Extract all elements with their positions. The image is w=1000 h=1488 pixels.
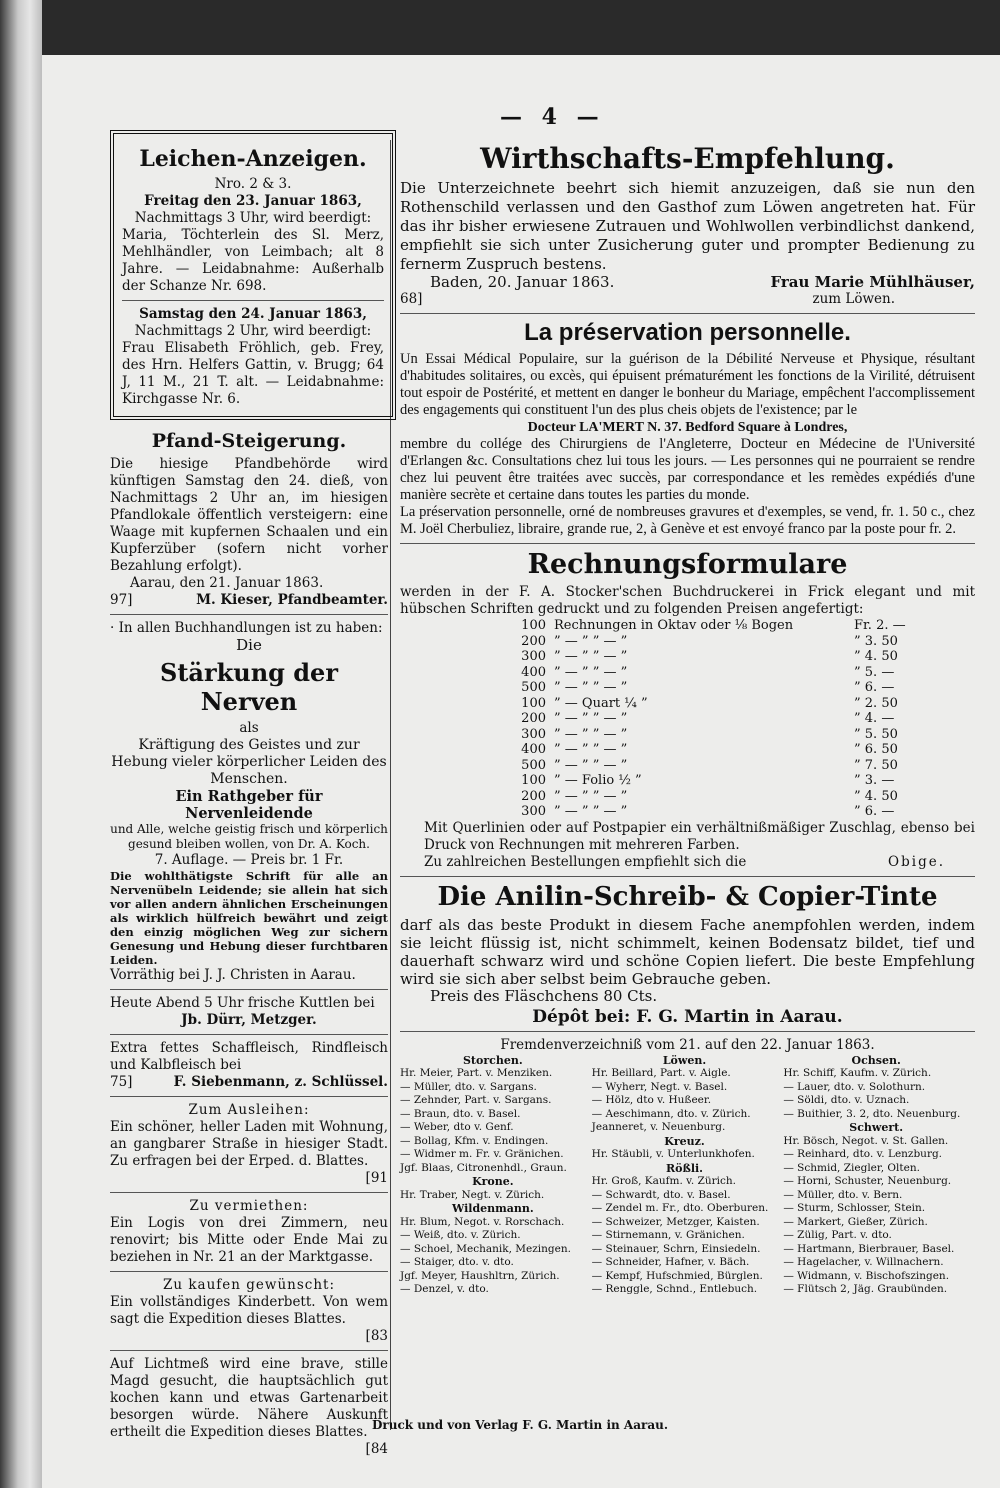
price-row — [490, 742, 975, 758]
hotel-name: Krone. — [472, 1175, 514, 1188]
guest-entry: — Buithier, 3. 2, dto. Neuenburg. — [783, 1107, 961, 1120]
guest-entry: — Söldi, dto. v. Uznach. — [783, 1094, 910, 1106]
price-amount: ” 4. 50 — [854, 649, 898, 664]
magd-ref: [84 — [365, 1441, 388, 1457]
funeral-time-1: Nachmittags 3 Uhr, wird beerdigt: — [134, 210, 372, 226]
fleisch-ref: 75] — [110, 1074, 133, 1090]
preservation-text: Un Essai Médical Populaire, sur la guérison de la Débilité Nerveuse et Physique, résultant d'habitudes solitaires, ou excès, qui épuisent prématurément les fonctions de la Virilité, détruisent tout espoir de Postérité, et mettent en danger le bonheur du Mariage, empêchent l'accomplissement des engagements qui constituent l'un des plus cheis objets de l'existence; par le — [400, 351, 975, 418]
guest-entry: — Hartmann, Bierbrauer, Basel. — [783, 1242, 955, 1255]
price-desc: ” — ” ” — ” — [554, 788, 628, 804]
price-amount: ” 6. 50 — [854, 742, 898, 757]
price-row — [490, 711, 975, 727]
guest-entry: — Stirnemann, v. Gränichen. — [591, 1229, 745, 1241]
guest-entry: — Schweizer, Metzger, Kaisten. — [591, 1215, 760, 1228]
price-amount: Fr. 2. — — [854, 618, 906, 633]
price-row — [490, 634, 975, 650]
divider — [110, 1271, 388, 1272]
guest-entry: Hr. Stäubli, v. Unterlunkhofen. — [591, 1148, 755, 1160]
ausleihen-title: Zum Ausleihen: — [188, 1102, 310, 1118]
preservation-doctor: Docteur LA'MERT N. 37. Bedford Square à Londres, — [527, 420, 848, 435]
guest-entry: — Reinhard, dto. v. Lenzburg. — [783, 1148, 943, 1160]
guest-entry: — Renggle, Schnd., Entlebuch. — [591, 1283, 758, 1295]
hotel-name: Rößli. — [665, 1161, 704, 1175]
price-amount: ” 6. — — [854, 804, 895, 819]
divider — [400, 543, 975, 544]
kaufen-text: Ein vollständiges Kinderbett. Von wem sagt die Expedition dieses Blattes. — [110, 1294, 388, 1327]
price-amount: ” 3. 50 — [854, 633, 898, 649]
guest-entry: — Bollag, Kfm. v. Endingen. — [400, 1134, 549, 1147]
funeral-numbers: Nro. 2 & 3. — [214, 176, 292, 192]
wirth-sign-row-2 — [400, 291, 975, 308]
guest-entry: Jgf. Meyer, Haushltrn, Zürich. — [400, 1269, 560, 1282]
pfand-ref: 97] — [110, 592, 133, 608]
guest-column-2 — [592, 1054, 784, 1297]
guest-entry: — Kempf, Hufschmied, Bürglen. — [591, 1269, 763, 1282]
divider — [110, 1034, 388, 1035]
divider — [110, 1350, 388, 1351]
ausleihen-text: Ein schöner, heller Laden mit Wohnung, an gangbarer Straße in hiesiger Stadt. Zu erfragen bei der Erped. d. Blattes. — [110, 1119, 388, 1169]
guest-entry: — Schmid, Ziegler, Olten. — [783, 1161, 920, 1174]
fremden-title: Fremdenverzeichniß vom 21. auf den 22. Januar 1863. — [500, 1036, 875, 1053]
wirth-signer: Frau Marie Mühlhäuser, — [770, 273, 975, 291]
guest-entry: — Schoel, Mechanik, Mezingen. — [400, 1242, 571, 1255]
divider — [110, 614, 388, 615]
guest-list — [400, 1054, 975, 1297]
book-binding-edge — [0, 0, 42, 1488]
divider — [400, 313, 975, 314]
price-qty: 400 — [521, 742, 546, 757]
guest-entry: — Schwardt, dto. v. Basel. — [591, 1188, 731, 1201]
guest-entry: — Schneider, Hafner, v. Bäch. — [591, 1256, 750, 1268]
price-qty: 100 — [521, 695, 546, 711]
price-row — [490, 680, 975, 696]
price-desc: ” — ” ” — ” — [554, 757, 628, 773]
price-desc: ” — ” ” — ” — [554, 726, 628, 742]
preservation-text-2: membre du collége des Chirurgiens de l'Angleterre, Docteur en Médecine de l'Université d'Erlangen &c. Consultations chez lui tous les jours. — Les personnes qui ne pourraient se rendre chez lui peuvent être traitées avec succès, par correspondance et les remèdes expédiés d'une manière secrète et certaine dans toutes les parties du monde. — [400, 436, 975, 503]
price-desc: ” — ” ” — ” — [554, 711, 628, 726]
book-ratgeber-sub: und Alle, welche geistig frisch und körperlich gesund bleiben wollen, von Dr. A. Koch. — [110, 822, 388, 851]
wirth-ref: 68] — [400, 291, 423, 307]
divider — [110, 989, 388, 990]
price-desc: ” — ” ” — ” — [554, 649, 628, 664]
price-row — [490, 649, 975, 665]
divider — [122, 300, 384, 301]
price-row — [490, 758, 975, 774]
rechnung-text-2: Mit Querlinien oder auf Postpapier ein verhältnißmäßiger Zuschlag, ebenso bei Druck von Rechnungen mit mehreren Farben. — [424, 819, 975, 853]
printer-footer: Druck und von Verlag F. G. Martin in Aarau. — [372, 1418, 668, 1432]
price-row — [490, 727, 975, 743]
price-row — [490, 773, 975, 789]
guest-entry: — Horni, Schuster, Neuenburg. — [783, 1175, 952, 1187]
vermiethen-text: Ein Logis von drei Zimmern, neu renovirt; bis Mitte oder Ende Mai zu beziehen in Nr. 21 an der Marktgasse. — [110, 1215, 388, 1265]
kaufen-ref: [83 — [365, 1328, 388, 1344]
ausleihen-ref: [91 — [365, 1170, 388, 1186]
book-subtitle: Kräftigung des Geistes und zur Hebung vieler körperlicher Leiden des Menschen. — [111, 737, 387, 787]
guest-entry: — Wyherr, Negt. v. Basel. — [591, 1080, 728, 1093]
price-desc: ” — ” ” — ” — [554, 680, 628, 695]
price-amount: ” 4. 50 — [854, 788, 898, 804]
rechnung-text-3: Zu zahlreichen Bestellungen empfiehlt sich die — [424, 853, 747, 870]
guest-entry: — Zendel m. Fr., dto. Oberburen. — [591, 1202, 769, 1214]
price-desc: ” — Folio ½ ” — [554, 773, 642, 788]
price-amount: ” 5. — — [854, 664, 895, 680]
guest-entry: — Weiß, dto. v. Zürich. — [400, 1229, 521, 1241]
fleisch-sign-row — [110, 1074, 388, 1091]
price-qty: 300 — [521, 804, 546, 819]
price-row — [490, 789, 975, 805]
funeral-time-2: Nachmittags 2 Uhr, wird beerdigt: — [134, 323, 372, 339]
guest-entry: — Steinauer, Schrn, Einsiedeln. — [591, 1242, 761, 1255]
price-desc: Rechnungen in Oktav oder ⅛ Bogen — [554, 618, 794, 633]
divider — [400, 1031, 975, 1032]
guest-entry: — Zehnder, Part. v. Sargans. — [400, 1094, 552, 1106]
funeral-notice-box — [110, 130, 396, 420]
price-qty: 200 — [521, 711, 546, 726]
funeral-text-2: Frau Elisabeth Fröhlich, geb. Frey, des Hrn. Helfers Gattin, v. Brugg; 64 J, 11 M., 21 T. alt. — Leidabnahme: Kirchgasse Nr. 6. — [122, 340, 384, 407]
hotel-name: Schwert. — [849, 1121, 904, 1134]
guest-entry: — Sturm, Schlosser, Stein. — [783, 1202, 926, 1214]
guest-entry: Hr. Blum, Negot. v. Rorschach. — [400, 1215, 565, 1228]
divider — [110, 1192, 388, 1193]
guest-entry: — Weber, dto v. Genf. — [400, 1121, 514, 1133]
price-qty: 400 — [521, 664, 546, 680]
guest-entry: Hr. Traber, Negt. v. Zürich. — [400, 1188, 545, 1201]
price-desc: ” — ” ” — ” — [554, 633, 628, 649]
price-amount: ” 5. 50 — [854, 726, 898, 742]
price-amount: ” 2. 50 — [854, 695, 898, 711]
wirth-signer-2: zum Löwen. — [812, 291, 895, 307]
book-ratgeber: Ein Rathgeber für Nervenleidende — [175, 788, 323, 822]
magd-text: Auf Lichtmeß wird eine brave, stille Magd gesucht, die hauptsächlich gut kochen kann und etwas Gartenarbeit besorgen würde. Nähere Auskunft ertheilt die Expedition dieses Blattes. — [110, 1356, 388, 1440]
price-qty: 300 — [521, 649, 546, 664]
guest-entry: Hr. Groß, Kaufm. v. Zürich. — [591, 1175, 736, 1187]
pfand-title: Pfand-Steigerung. — [151, 430, 347, 452]
guest-entry: — Müller, dto. v. Bern. — [783, 1188, 903, 1201]
guest-entry: — Markert, Gießer, Zürich. — [783, 1215, 928, 1228]
wirth-text: Die Unterzeichnete beehrt sich hiemit anzuzeigen, daß sie nun den Rothenschild verlassen und den Gasthof zum Löwen angetreten hat. Für das ihr bisher erwiesene Zutrauen und Wohlwollen verbindlichst dankend, empfiehlt sie sich unter Zusicherung guter und prompter Bedienung zu fernerm Zuspruch bestens. — [400, 179, 975, 273]
preservation-text-3: La préservation personnelle, orné de nombreuses gravures et d'exemples, se vend, fr. 1. 50 c., chez M. Joël Cherbuliez, libraire, grande rue, 2, à Genève et est envoyé franco par la poste pour fr. 2. — [400, 504, 975, 537]
price-amount: ” 4. — — [854, 711, 895, 726]
guest-entry: — Aeschimann, dto. v. Zürich. — [591, 1107, 751, 1120]
rechnung-signer: Obige. — [888, 853, 945, 870]
guest-entry: Hr. Beillard, Part. v. Aigle. — [591, 1067, 731, 1079]
wirth-date: Baden, 20. Januar 1863. — [430, 273, 615, 291]
rechnung-title: Rechnungsformulare — [527, 549, 848, 580]
hotel-name: Kreuz. — [664, 1134, 705, 1148]
kuttlen-signer: Jb. Dürr, Metzger. — [181, 1012, 317, 1028]
price-amount: ” 6. — — [854, 680, 895, 695]
tinte-title: Die Anilin-Schreib- & Copier-Tinte — [437, 881, 938, 912]
price-table — [490, 618, 975, 820]
guest-entry: — Hagelacher, v. Willnachern. — [783, 1256, 944, 1268]
tinte-text: darf als das beste Produkt in diesem Fache anempfohlen werden, indem sie leicht flüssig ist, nicht schimmelt, keinen Bodensatz bildet, tief und dauerhaft schwarz wird und schöne Copien liefert. Die beste Empfehlung wird sie sich aber selbst beim Gebrauche geben. — [400, 915, 975, 988]
guest-entry: Hr. Bösch, Negot. v. St. Gallen. — [783, 1134, 949, 1147]
wirth-sign-row — [400, 274, 975, 291]
price-qty: 300 — [521, 726, 546, 742]
price-qty: 200 — [521, 788, 546, 804]
price-qty: 100 — [521, 773, 546, 788]
guest-entry: — Hölz, dto v. Hußeer. — [591, 1094, 712, 1106]
vermiethen-title: Zu vermiethen: — [189, 1198, 309, 1214]
price-desc: ” — ” ” — ” — [554, 804, 628, 819]
divider — [400, 876, 975, 877]
price-amount: ” 7. 50 — [854, 757, 898, 773]
preservation-title: La préservation personnelle. — [524, 319, 851, 346]
funeral-title: Leichen-Anzeigen. — [139, 146, 367, 172]
guest-entry: Hr. Meier, Part. v. Menziken. — [400, 1067, 553, 1079]
guest-entry: — Widmann, v. Bischofszingen. — [783, 1269, 950, 1282]
divider — [110, 1096, 388, 1097]
price-row — [490, 618, 975, 634]
guest-entry: — Widmer m. Fr. v. Gränichen. — [400, 1148, 564, 1160]
hotel-name: Storchen. — [462, 1053, 523, 1067]
right-column — [400, 130, 975, 1297]
left-column — [88, 130, 388, 1458]
tinte-price: Preis des Fläschchens 80 Cts. — [430, 986, 658, 1005]
kuttlen-text: Heute Abend 5 Uhr frische Kuttlen bei — [110, 995, 375, 1011]
book-stock: Vorräthig bei J. J. Christen in Aarau. — [110, 967, 356, 983]
guest-entry: — Flütsch 2, Jäg. Graubünden. — [783, 1283, 948, 1295]
guest-entry: Jeanneret, v. Neuenburg. — [591, 1121, 726, 1133]
pfand-notice — [110, 430, 388, 1458]
price-amount: ” 3. — — [854, 773, 895, 788]
price-row — [490, 665, 975, 681]
hotel-name: Ochsen. — [851, 1053, 901, 1067]
guest-entry: — Denzel, v. dto. — [400, 1283, 489, 1295]
guest-entry: — Lauer, dto. v. Solothurn. — [783, 1080, 926, 1093]
wirth-title: Wirthschafts-Empfehlung. — [480, 142, 895, 175]
guest-entry: — Staiger, dto. v. dto. — [400, 1256, 514, 1268]
guest-entry: — Braun, dto. v. Basel. — [400, 1107, 521, 1120]
guest-column-1 — [400, 1054, 592, 1297]
funeral-date-2: Samstag den 24. Januar 1863, — [139, 306, 367, 322]
guest-entry: — Zülig, Part. v. dto. — [783, 1229, 892, 1241]
page-number: — 4 — — [500, 104, 605, 130]
hotel-name: Löwen. — [662, 1053, 707, 1067]
funeral-text-1: Maria, Töchterlein des Sl. Merz, Mehlhändler, von Leimbach; alt 8 Jahre. — Leidabnahme: Außerhalb der Schanze Nr. 698. — [122, 227, 384, 294]
guest-entry: Jgf. Blaas, Citronenhdl., Graun. — [400, 1161, 567, 1174]
book-intro: · In allen Buchhandlungen ist zu haben: — [110, 620, 383, 636]
book-blurb: Die wohlthätigste Schrift für alle an Nervenübeln Leidende; sie allein hat sich vor allen andern ähnlichen Erscheinungen als wirklich hülfreich bewährt und zeigt den einzig möglichen Weg zur sichern Genesung und Hebung dieser furchtbaren Leiden. — [110, 869, 388, 967]
guest-entry: Hr. Schiff, Kaufm. v. Zürich. — [783, 1067, 932, 1079]
hotel-name: Wildenmann. — [451, 1202, 534, 1215]
fleisch-text: Extra fettes Schaffleisch, Rindfleisch und Kalbfleisch bei — [110, 1040, 388, 1073]
pfand-signer: M. Kieser, Pfandbeamter. — [196, 592, 388, 608]
price-row — [490, 696, 975, 712]
funeral-date-1: Freitag den 23. Januar 1863, — [144, 193, 362, 209]
tinte-depot: Dépôt bei: F. G. Martin in Aarau. — [532, 1006, 843, 1027]
pfand-sign-row — [110, 592, 388, 609]
fleisch-signer: F. Siebenmann, z. Schlüssel. — [173, 1074, 388, 1090]
book-die: Die — [236, 636, 262, 654]
price-qty: 100 — [521, 618, 546, 633]
guest-entry: — Müller, dto. v. Sargans. — [400, 1080, 537, 1093]
price-desc: ” — Quart ¼ ” — [554, 695, 648, 711]
price-desc: ” — ” ” — ” — [554, 664, 628, 680]
book-title: Stärkung der Nerven — [160, 658, 338, 716]
price-row — [490, 804, 975, 820]
book-price: 7. Auflage. — Preis br. 1 Fr. — [154, 852, 344, 868]
kaufen-title: Zu kaufen gewünscht: — [163, 1277, 335, 1293]
pfand-date: Aarau, den 21. Januar 1863. — [130, 575, 324, 591]
price-qty: 500 — [521, 757, 546, 773]
rechnung-sign-row — [400, 854, 975, 871]
rechnung-text: werden in der F. A. Stocker'schen Buchdruckerei in Frick elegant und mit hübschen Schriften gedruckt und zu folgenden Preisen angefertigt: — [400, 584, 975, 617]
book-als: als — [239, 720, 259, 736]
price-qty: 500 — [521, 680, 546, 695]
guest-column-3 — [783, 1054, 975, 1297]
pfand-text: Die hiesige Pfandbehörde wird künftigen Samstag den 24. dieß, von Nachmittags 2 Uhr an, im hiesigen Pfandlokale öffentlich versteigern: eine Waage mit kupfernen Schaalen und ein Kupferzüber (sofern nicht vorher Bezahlung erfolgt). — [110, 456, 388, 574]
price-qty: 200 — [521, 633, 546, 649]
price-desc: ” — ” ” — ” — [554, 742, 628, 757]
